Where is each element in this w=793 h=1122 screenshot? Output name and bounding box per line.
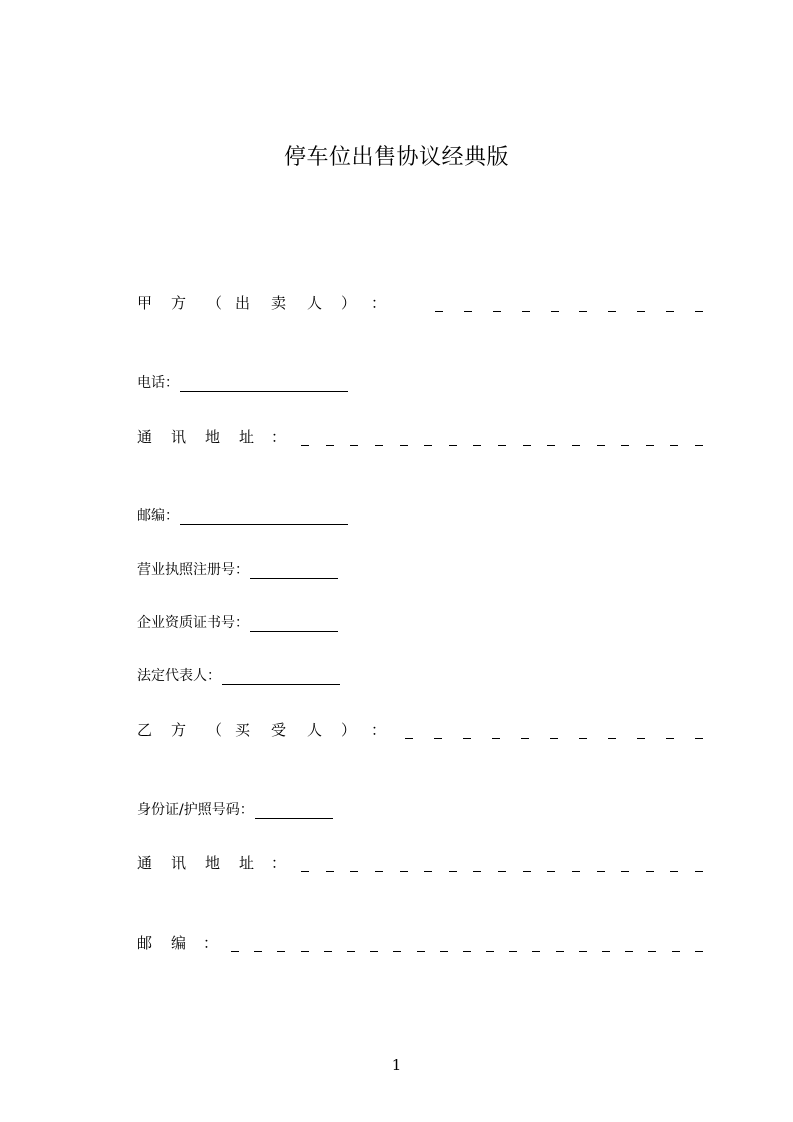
address-a-row [137,426,703,447]
postcode-b-blank[interactable] [231,937,703,953]
postcode-a-row [137,505,348,525]
legal-rep-blank[interactable] [222,670,340,685]
page-number: 1 [391,1056,402,1074]
postcode-blank[interactable] [180,510,348,525]
id-label: 身份证/护照号码： [137,802,254,818]
legal-rep-row [137,665,340,685]
postcode-b-label: 邮 编 ： [137,934,219,952]
id-row [137,799,333,819]
qualification-row [137,612,338,632]
phone-blank[interactable] [180,377,348,392]
document-title: 停车位出售协议经典版 [283,145,509,170]
license-label: 营业执照注册号： [137,562,249,578]
license-row [137,559,338,579]
party-a-row [137,292,703,313]
address-b-row [137,852,703,873]
license-blank[interactable] [250,564,338,579]
party-b-label: 乙 方 （ 买 受 人 ） ： [137,721,387,739]
party-b-row [137,719,703,740]
address-a-blank[interactable] [301,431,703,447]
address-b-label: 通 讯 地 址 ： [137,854,287,872]
party-a-blank[interactable] [435,297,703,313]
legal-rep-label: 法定代表人： [137,668,221,684]
postcode-b-row [137,932,703,953]
address-a-label: 通 讯 地 址 ： [137,428,287,446]
address-b-blank[interactable] [301,857,703,873]
phone-row [137,372,348,392]
qualification-blank[interactable] [250,617,338,632]
party-a-label: 甲 方 （ 出 卖 人 ） ： [137,294,387,312]
postcode-label: 邮编： [137,508,179,524]
party-b-blank[interactable] [405,724,703,740]
phone-label: 电话： [137,375,179,391]
qualification-label: 企业资质证书号： [137,615,249,631]
id-blank[interactable] [255,804,333,819]
